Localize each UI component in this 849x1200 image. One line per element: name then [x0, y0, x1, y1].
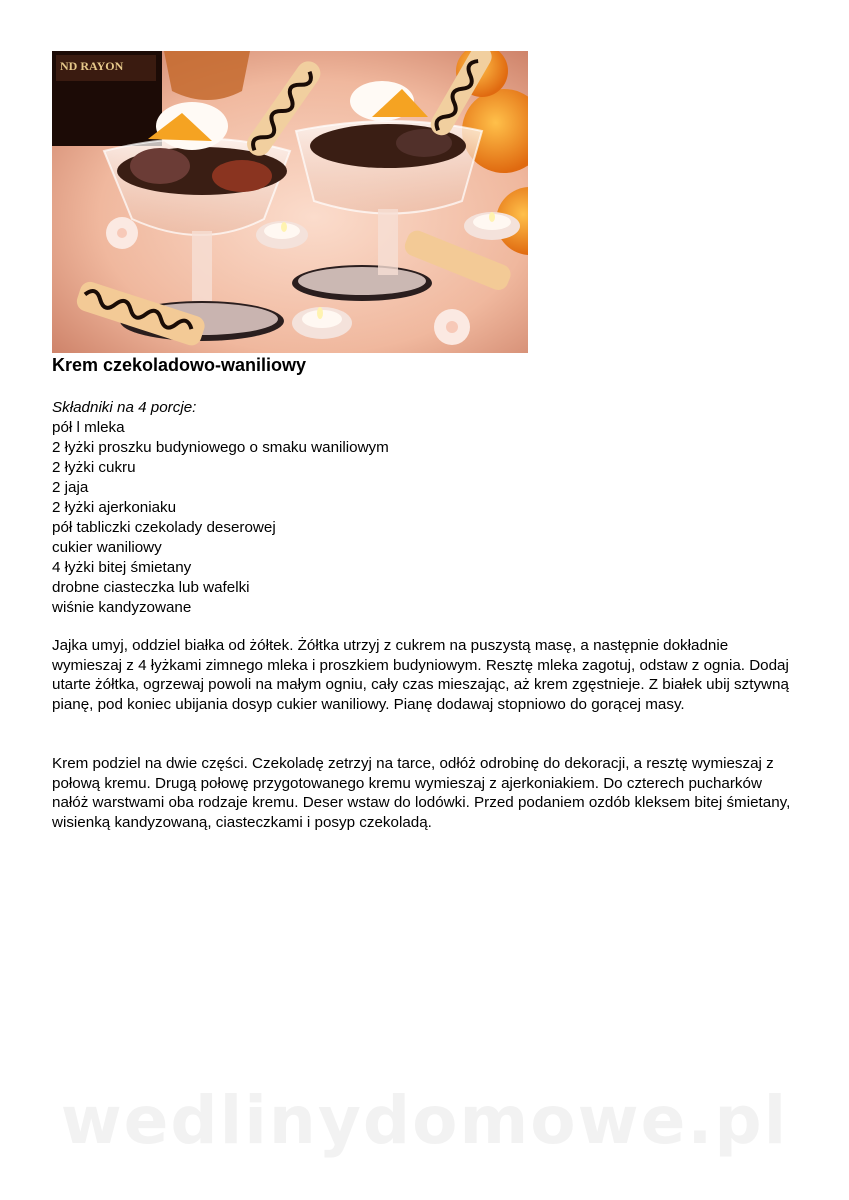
recipe-title: Krem czekoladowo-waniliowy	[52, 355, 307, 375]
dessert-photo	[52, 51, 528, 353]
ingredients-section	[52, 398, 389, 618]
watermark: wedlinydomowe.pl	[60, 1082, 789, 1159]
ingredient-item: cukier waniliowy	[52, 539, 162, 556]
bottle-label: ND RAYON	[60, 59, 124, 73]
instructions-paragraph-2: Krem podziel na dwie części. Czekoladę zetrzyj na tarce, odłóż odrobinę do dekoracji, a resztę wymieszaj z połową kremu. Drugą połowę przygotowanego kremu wymieszaj z ajerkoniakiem. Do czterech pucharków nałóż warstwami oba rodzaje kremu. Deser wstaw do lodówki. Przed podaniem ozdób kleksem bitej śmietany, wisienką kandyzowaną, ciasteczkami i posyp czekoladą.	[52, 755, 791, 831]
ingredients-heading: Składniki na 4 porcje:	[52, 399, 197, 416]
ingredient-item: 2 łyżki ajerkoniaku	[52, 499, 177, 516]
ingredient-item: 2 jaja	[52, 479, 89, 496]
instructions-paragraph-1: Jajka umyj, oddziel białka od żółtek. Żółtka utrzyj z cukrem na puszystą masę, a następnie dokładnie wymieszaj z 4 łyżkami zimnego mleka i proszkiem budyniowym. Resztę mleka zagotuj, odstaw z ognia. Dodaj utarte żółtka, ogrzewaj powoli na małym ogniu, cały czas mieszając, aż krem zgęstnieje. Z białek ubij sztywną pianę, pod koniec ubijania dosyp cukier waniliowy. Pianę dodawaj stopniowo do gorącej masy.	[52, 637, 789, 713]
ingredients-list	[52, 418, 389, 618]
ingredient-item: 4 łyżki bitej śmietany	[52, 559, 192, 576]
ingredient-item: 2 łyżki cukru	[52, 459, 136, 476]
ingredient-item: drobne ciasteczka lub wafelki	[52, 579, 250, 596]
ingredient-item: pół tabliczki czekolady deserowej	[52, 519, 276, 536]
ingredient-item: pół l mleka	[52, 419, 125, 436]
ingredient-item: 2 łyżki proszku budyniowego o smaku waniliowym	[52, 439, 389, 456]
ingredient-item: wiśnie kandyzowane	[52, 599, 192, 616]
